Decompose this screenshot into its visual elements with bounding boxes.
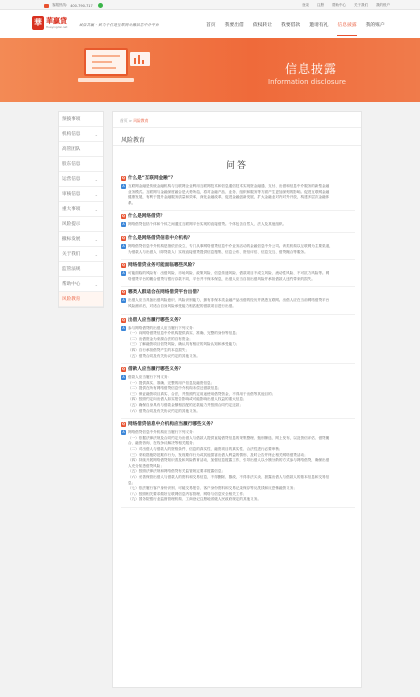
qa-list	[121, 176, 355, 511]
question-badge: Q	[122, 422, 125, 427]
question-text: 借款人应当履行哪些义务？	[128, 367, 184, 373]
answer-line: 参与网络借贷的出借人应当履行下列义务：	[128, 325, 197, 330]
answer-line: 出借人应当具备出借风险意识、风险识别能力，拥有非保本类金融产品出借的经历并熟悉互联网。出借人应在当前网络借贷平台	[128, 298, 330, 303]
answer-line: 互联网金融是传统金融机构与互联网企业利用互联网技术和信息通信技术实现资金融通、支付、出借和信息中介服务的新型金融	[128, 184, 330, 188]
question-badge: Q	[122, 235, 125, 240]
sidebar-item[interactable]	[59, 232, 103, 247]
answer-text	[128, 184, 355, 206]
answer-line: （六）借贷合同及有关协议约定的其他义务。	[128, 408, 200, 413]
sidebar-item-label: 股东信息	[62, 162, 81, 167]
main-content	[112, 111, 362, 688]
question-text: 网络借贷信息中介机构应当履行哪些义务？	[128, 422, 216, 428]
nav-disclosure[interactable]: 信息披露	[337, 21, 356, 36]
question-badge: Q	[122, 263, 125, 268]
chevron-down-icon: ⌄	[94, 207, 98, 212]
chevron-down-icon: ⌄	[94, 282, 98, 287]
answer-badge: A	[122, 298, 125, 303]
question	[121, 290, 355, 296]
divider	[121, 418, 355, 419]
answer-line: （一）依据法律法规及合同约定为出借人与借款人提供直接借贷信息的采集整理、甄别筛选、网上发布，以及资信评估、借贷撮	[128, 435, 330, 440]
qa-item	[121, 290, 355, 314]
qa-heading: 问答	[225, 161, 248, 171]
sidebar-item-label: 重大事项	[62, 207, 81, 212]
answer-line: （二）出借资金为来源合法的自有资金；	[128, 336, 193, 341]
header	[0, 10, 420, 38]
slogan: 诚信共赢 · 致力于打造互联网金融信息中介平台	[79, 23, 159, 27]
nav-account[interactable]: 我的账户	[365, 23, 385, 28]
answer-text	[128, 430, 355, 503]
question-badge: Q	[122, 214, 125, 219]
answer-line: （三）了解融资项目信贷风险，确认具有相应的风险认知和承受能力；	[128, 342, 240, 347]
answer	[121, 244, 355, 255]
answer-line: 系。	[128, 200, 136, 205]
answer-line: （一）提供真实、准确、完整的用户信息及融资信息；	[128, 380, 215, 385]
answer-line: 网络借贷信息中介机构是指依法设立，专门从事网络借贷信息中介业务活动的金融信息中介公司。该类机构以互联网为主要渠道，	[128, 243, 333, 248]
question-text: 什么是网络借贷信息中介机构？	[128, 235, 193, 241]
answer-text	[128, 326, 355, 360]
answer-badge: A	[122, 222, 125, 227]
chevron-down-icon: ⌄	[94, 132, 98, 137]
sidebar-item-label: 风险教育	[62, 297, 81, 302]
top-bar	[0, 0, 420, 10]
answer-line: （六）妥善保管出借人与借款人的资料和交易信息，不得删除、篡改，不得非法买卖、泄露出借人与借款人的基本信息和交易信	[128, 475, 330, 479]
answer-text	[128, 244, 355, 255]
answer-line: 网络借贷信息中介机构应当履行下列义务：	[128, 430, 197, 435]
question	[121, 214, 355, 220]
answer-line: （四）按照约定向出借人如实报告影响或可能影响出借人权益的重大信息；	[128, 397, 247, 402]
answer-line: （八）按照相关要求做好互联网信息内容管理、网络与信息安全相关工作；	[128, 491, 247, 496]
answer-line: 息；	[128, 480, 136, 485]
question-badge: Q	[122, 176, 125, 180]
answer-text	[128, 222, 355, 228]
question-text: 什么是“互联网金融”？	[128, 176, 176, 181]
nav-invite[interactable]: 邀请有礼	[309, 23, 329, 28]
divider	[113, 145, 361, 146]
answer-line: 业务模式。互联网与金融深度融合是大势所趋，将对金融产品、业务、组织和服务等方面产生更加深刻的影响。促进互联网金融	[128, 189, 330, 194]
qa-item	[121, 236, 355, 260]
answer-text	[128, 298, 355, 309]
chart-card-illustration	[130, 52, 150, 66]
top-link-help[interactable]: 帮助中心	[332, 3, 346, 7]
banner	[0, 38, 420, 102]
answer	[121, 430, 355, 503]
answer-line: （一）向网络借贷信息中介机构提供真实、准确、完整的身份等信息；	[128, 331, 240, 336]
breadcrumb-home[interactable]: 首页	[120, 118, 128, 123]
sidebar-item[interactable]	[59, 187, 103, 202]
question	[121, 176, 355, 182]
sidebar-menu	[58, 111, 104, 308]
sidebar-item-label: 关于我们	[62, 252, 81, 257]
divider	[121, 286, 355, 287]
breadcrumb	[120, 118, 148, 124]
sidebar-item[interactable]	[59, 277, 103, 292]
answer-line: （三）采取措施防范欺诈行为，发现欺诈行为或其他损害出借人利益的情形，及时公告并终止相关网络借贷活动；	[128, 452, 308, 457]
sidebar-item-label: 撤标发展	[62, 237, 81, 242]
question	[121, 422, 355, 428]
qa-item	[121, 263, 355, 287]
hotline-label: 客服热线:	[52, 3, 68, 7]
divider	[121, 210, 355, 211]
sidebar-item-label: 帮助中心	[62, 282, 81, 287]
answer	[121, 298, 355, 309]
answer-line: 借款人应当履行下列义务：	[128, 375, 172, 380]
question-badge: Q	[122, 317, 125, 322]
answer-text	[128, 375, 355, 414]
question-text: 出借人应当履行哪些义务？	[128, 317, 184, 323]
answer-line: 网络借贷包括个体和个体之间通过互联网平台实现的直接借贷。个体包含自然人、法人及其他组织。	[128, 222, 287, 227]
sidebar-item[interactable]	[59, 247, 103, 262]
divider	[121, 363, 355, 364]
sidebar-item-label: 预披事项	[62, 117, 81, 122]
top-link-account[interactable]: 我的账户	[376, 3, 390, 7]
hotline	[44, 3, 103, 8]
question	[121, 318, 355, 324]
laptop-base	[78, 78, 134, 82]
answer-line: （五）按照法律法规和网络借贷有关监管规定要求披露信息；	[128, 469, 226, 474]
answer-line: （二）提供在所有网络借贷信息中介机构未偿还借款信息；	[128, 386, 222, 391]
sidebar-item-label: 审核信息	[62, 192, 81, 197]
answer-badge: A	[122, 325, 125, 330]
question-text: 什么是网络借贷？	[128, 214, 165, 220]
answer-line: 为借款人与出借人（即贷款人）实现直接借贷提供信息搜集、信息公布、资信评估、信息交互、借贷撮合等服务。	[128, 249, 308, 254]
top-link-login[interactable]: 登录	[302, 3, 309, 7]
divider	[121, 507, 355, 508]
qa-item	[121, 176, 355, 211]
answer-badge: A	[122, 430, 125, 435]
answer-line: （三）保证融资项目真实、合法，并按照约定用途使用借贷资金，不得用于出借等其他目的；	[128, 391, 276, 396]
answer-line: 络借贷平台的撮合借贷与银行存款不同，平台并不保本保息，出借人应当自担出借风险并承担借款人违约带来的损失。	[128, 276, 315, 281]
logo-sub: Huayingdai.net	[46, 25, 68, 29]
qa-item	[121, 422, 355, 508]
sidebar-item-label: 运营信息	[62, 177, 81, 182]
sidebar-item-label: 高管团队	[62, 147, 81, 152]
qa-item	[121, 214, 355, 233]
answer	[121, 375, 355, 414]
chart-bar-illustration	[134, 58, 136, 64]
answer-badge: A	[122, 243, 125, 248]
question	[121, 367, 355, 373]
answer-line: （四）持续开展网络借贷知识普及和风险教育活动，加强信息披露工作，引导出借人以小额分散的方式参与网络借贷，确保出借	[128, 458, 330, 463]
sidebar-item[interactable]	[59, 112, 103, 127]
laptop-screen-line	[92, 67, 116, 69]
sidebar-item[interactable]	[59, 142, 103, 157]
chevron-down-icon: ⌄	[94, 237, 98, 242]
answer-badge: A	[122, 184, 125, 188]
answer	[121, 326, 355, 360]
answer	[121, 222, 355, 228]
answer	[121, 184, 355, 206]
sidebar-item[interactable]	[59, 172, 103, 187]
breadcrumb-current: 风险教育	[133, 118, 149, 123]
top-link-register[interactable]: 注册	[317, 3, 324, 7]
answer-line: （五）确保自身具有与借款金额相匹配的还款能力并按照合同约定还款；	[128, 403, 243, 408]
sidebar-item[interactable]	[59, 157, 103, 172]
answer-line: 可能面临的风险有：出借风险、市场风险、政策风险、信息传递风险、借款项目不成立风险、流动性风险、不可抗力风险等。网	[128, 271, 330, 276]
divider	[121, 314, 355, 315]
sidebar-item[interactable]	[59, 202, 103, 217]
answer-line: （二）对出借人与借款人的资格条件、信息的真实性、融资项目的真实性、合法性进行必要审核；	[128, 447, 283, 452]
nav-lend[interactable]: 我要出借	[224, 23, 244, 28]
sidebar-item[interactable]	[59, 217, 103, 232]
page-title: 风险教育	[121, 137, 146, 144]
answer-line: 合、融资咨询、在线争议解决等相关服务；	[128, 441, 197, 446]
answer-badge: A	[122, 271, 125, 276]
question-badge: Q	[122, 290, 125, 295]
divider	[121, 259, 355, 260]
main-nav	[206, 21, 385, 36]
sidebar-item[interactable]	[59, 127, 103, 142]
answer-line: （五）借贷合同及有关协议约定的其他义务。	[128, 353, 200, 358]
laptop-screen-line	[92, 55, 120, 57]
top-links	[302, 3, 390, 8]
chart-bar-illustration	[142, 60, 144, 64]
question-text: 哪类人群适合在网络借贷平台出借？	[128, 290, 202, 296]
laptop-screen-line	[92, 61, 112, 63]
answer-line: 健康发展，有利于提升金融服务质量和效率，深化金融改革，促进金融创新发展，扩大金融业对内对外开放，构建多层次金融体	[128, 195, 330, 200]
breadcrumb-separator: >	[128, 118, 132, 123]
qa-item	[121, 318, 355, 365]
nav-borrow[interactable]: 我要借款	[281, 23, 301, 28]
chart-bar-illustration	[138, 55, 140, 64]
question	[121, 263, 355, 269]
nav-transfer[interactable]: 债权转让	[252, 23, 273, 28]
wechat-icon[interactable]	[98, 3, 103, 8]
logo[interactable]	[32, 16, 67, 30]
answer	[121, 271, 355, 282]
divider	[121, 232, 355, 233]
answer-badge: A	[122, 375, 125, 380]
banner-subtitle: Information disclosure	[268, 78, 346, 86]
sidebar-item-label: 监管法规	[62, 267, 81, 272]
logo-name: 華贏貸	[46, 17, 67, 25]
answer-line: （四）自行承担借贷产生的本息损失；	[128, 347, 190, 352]
answer-line: 人充分知悉借贷风险；	[128, 463, 164, 468]
phone-icon	[44, 4, 49, 8]
logo-mark: 華	[32, 16, 44, 30]
sidebar-item[interactable]	[59, 292, 103, 307]
answer-text	[128, 271, 355, 282]
answer-line: （七）依法履行客户身份识别、可疑交易报告、客户身份资料和交易记录保存等反洗钱和反恐怖融资义务；	[128, 486, 297, 491]
logo-text	[46, 17, 67, 29]
answer-line: 风险测评后，对适合自身风险承受能力相匹配的借款项目进行出借。	[128, 303, 236, 308]
qa-item	[121, 367, 355, 419]
answer-line: （九）国务院银行业监督管理机构、工商登记注册地省级人民政府规定的其他义务。	[128, 497, 261, 502]
top-link-about[interactable]: 关于我们	[354, 3, 368, 7]
banner-title: 信息披露	[285, 62, 338, 76]
sidebar-item[interactable]	[59, 262, 103, 277]
nav-home[interactable]: 首页	[206, 23, 216, 28]
sidebar-item-label: 机构信息	[62, 132, 81, 137]
sidebar-item-label: 风险提示	[62, 222, 81, 227]
hotline-number: 400-790-717	[70, 3, 93, 8]
question-badge: Q	[122, 367, 125, 372]
divider	[113, 127, 361, 128]
chevron-down-icon: ⌄	[94, 177, 98, 182]
chevron-down-icon: ⌄	[94, 192, 98, 197]
question	[121, 236, 355, 242]
question-text: 网络借贷业务可能面临哪些风险？	[128, 263, 197, 269]
chevron-down-icon: ⌄	[94, 252, 98, 257]
